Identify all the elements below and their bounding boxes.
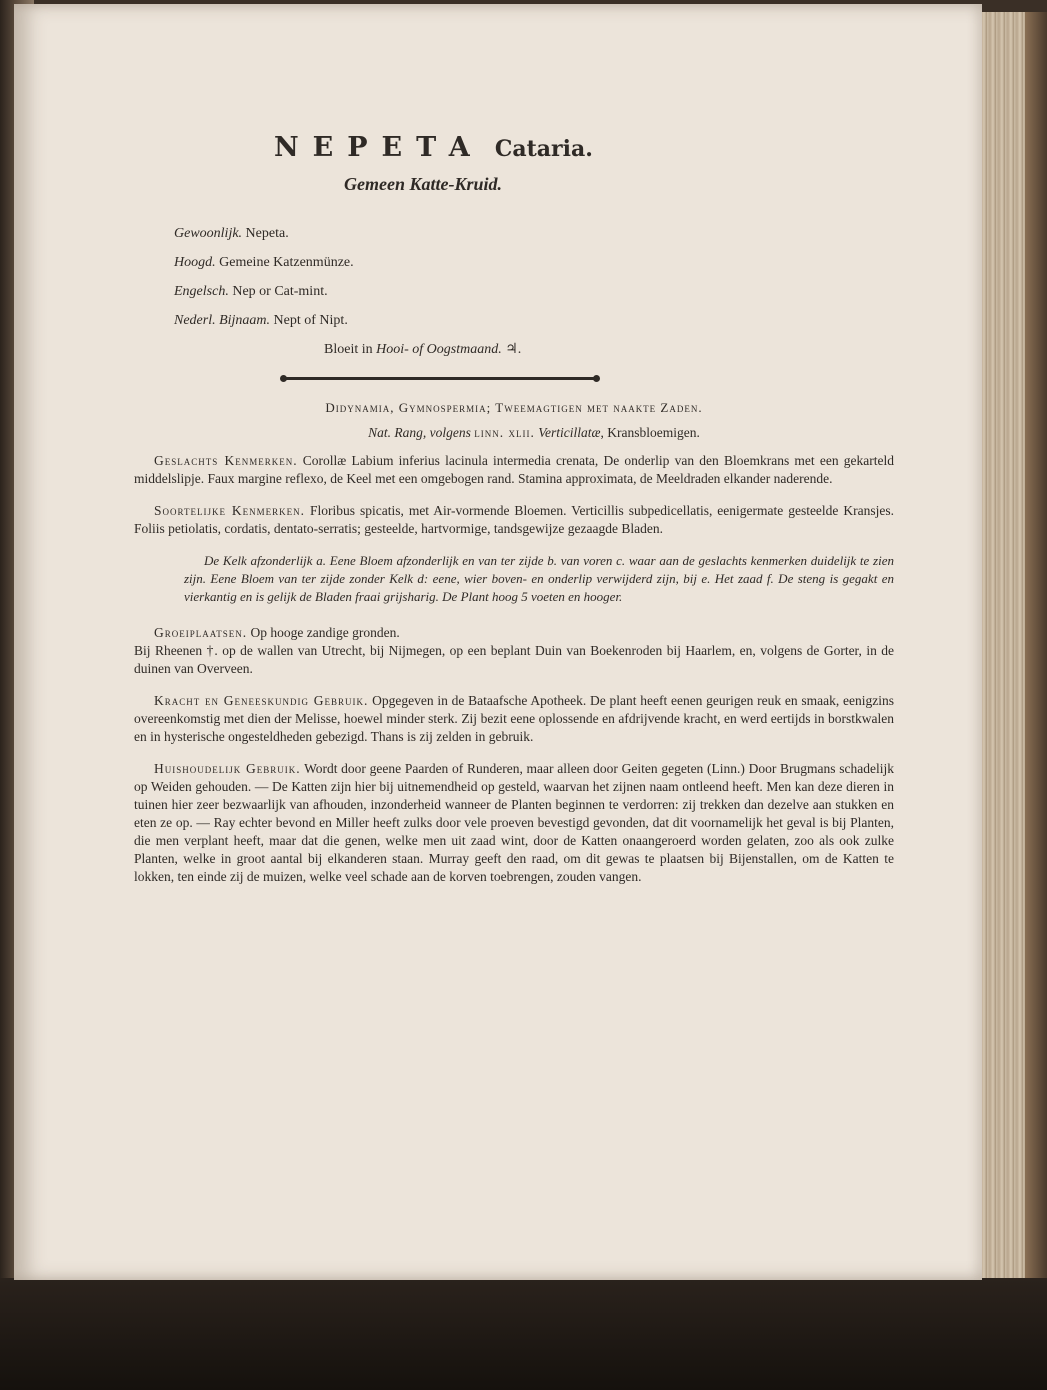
ornamental-rule (284, 377, 596, 380)
book-page (14, 4, 982, 1280)
habitat-locations: Bij Rheenen †. op de wallen van Utrecht, bij Nijmegen, op een beplant Duin van Boekenroden bij Haarlem, en, volgens de Gorter, in de duinen van Overveen. (134, 643, 894, 676)
title-species: Cataria. (494, 136, 593, 162)
rank-ref: linn. xlii. (474, 425, 535, 440)
name-value: Nepeta. (245, 226, 289, 241)
section-text: Wordt door geene Paarden of Runderen, maar alleen door Geiten gegeten (Linn.) Door Brugmans schadelijk op Weiden gehouden. — De Katten zijn hier bij uitnemendheid op gesteld, waarvan het zijnen naam ontleend heeft. Men kan deze dieren in tuinen hier zeer bezwaarlijk van afhouden, inzonderheid wanneer de Planten beginnen te verdorren: zij trekken dan dezelve aan stukken en eten ze op. — Ray echter bevond en Miller heeft zulks door vele proeven bevestigd gevonden, dat dit voornamelijk het geval is bij Planten, die men verplant heeft, maar dat die genen, welke men uit zaad wint, door de Katten onaangeroerd worden gelaten, zoo als ook zulke Planten, welke in groot aantal bij elkanderen staan. Murray geeft den raad, om dit gewas te plaatsen bij Bijenstallen, om de Katten te lokken, ten einde zij de muizen, welke veel schade aan de korven toebrengen, zouden vangen. (134, 761, 894, 884)
bloom-prefix: Bloeit in (324, 342, 373, 357)
name-language: Hoogd. (174, 255, 216, 270)
perennial-symbol: ♃. (505, 342, 522, 357)
natural-rank (174, 424, 894, 442)
name-row (174, 248, 521, 277)
name-row (174, 219, 521, 248)
rank-family: Verticillatæ (538, 425, 601, 440)
section-heading: Huishoudelijk Gebruik. (154, 761, 301, 776)
page-title (274, 132, 834, 163)
section-heading: Soortelijke Kenmerken. (154, 503, 306, 518)
bloom-months: Hooi- of Oogstmaand. (376, 342, 502, 357)
medicinal-use (134, 692, 894, 746)
household-use (134, 760, 894, 886)
name-language: Nederl. Bijnaam. (174, 313, 271, 328)
vernacular-names (174, 219, 521, 364)
name-language: Gewoonlijk. (174, 226, 243, 241)
name-value: Nep or Cat-mint. (232, 284, 328, 299)
description-body (134, 399, 894, 900)
section-heading: Groeiplaatsen. (154, 625, 248, 640)
section-text: Opgegeven in de Bataafsche Apotheek. De plant heeft eenen geurigen reuk en smaak, eenigzins overeenkomstig met dien der Melisse, hoewel minder sterk. Zij bezit eene oplossende en afdrijvende kracht, en werd eertijds in borstkwalen en in hysterische ongesteldheden gebezigd. Thans is zij zelden in gebruik. (134, 693, 895, 744)
rank-dutch: , Kransbloemigen. (600, 425, 700, 440)
plate-description: De Kelk afzonderlijk a. Eene Bloem afzonderlijk en van ter zijde b. van voren c. waar aan de geslachts kenmerken duidelijk te zien zijn. Eene Bloem van ter zijde zonder Kelk d: eene, wier boven- en onderlip verwijderd zijn, bij e. Het zaad f. De steng is gegakt en vierkantig en is gelijk de Bladen fraai grijsharig. De Plant hoog 5 voeten en hooger. (184, 553, 894, 604)
name-row (174, 306, 521, 335)
genus-characters (134, 452, 894, 488)
common-name: Gemeen Katte-Kruid. (344, 174, 502, 194)
habitat (134, 624, 894, 642)
section-text: Corollæ Labium inferius lacinula intermedia crenata, De onderlip van den Bloemkrans met een gekarteld middelslipje. Faux margine reflexo, de Keel met een omgebogen rand. Stamina approximata, de Meeldraden elkander naderende. (134, 453, 894, 486)
section-text: Op hooge zandige gronden. (250, 625, 400, 640)
name-value: Gemeine Katzenmünze. (219, 255, 354, 270)
species-characters (134, 502, 894, 538)
bloom-period (324, 335, 521, 364)
name-language: Engelsch. (174, 284, 229, 299)
section-heading: Kracht en Geneeskundig Gebruik. (154, 693, 369, 708)
title-genus: NEPETA (274, 132, 484, 163)
name-row (174, 277, 521, 306)
rank-prefix: Nat. Rang, volgens (368, 425, 471, 440)
section-text: Floribus spicatis, met Air-vormende Bloemen. Verticillis subpedicellatis, eenigermate gesteelde Kransjes. Foliis petiolatis, cordatis, dentato-serratis; gesteelde, hartvormige, tandsgewijze gezaagde Bladen. (134, 503, 894, 536)
section-heading: Geslachts Kenmerken. (154, 453, 298, 468)
page-text (14, 4, 982, 1280)
classification: Didynamia, Gymnospermia; Tweemagtigen met naakte Zaden. (325, 400, 703, 415)
bottom-shadow (0, 1278, 1047, 1390)
name-value: Nept of Nipt. (273, 313, 348, 328)
